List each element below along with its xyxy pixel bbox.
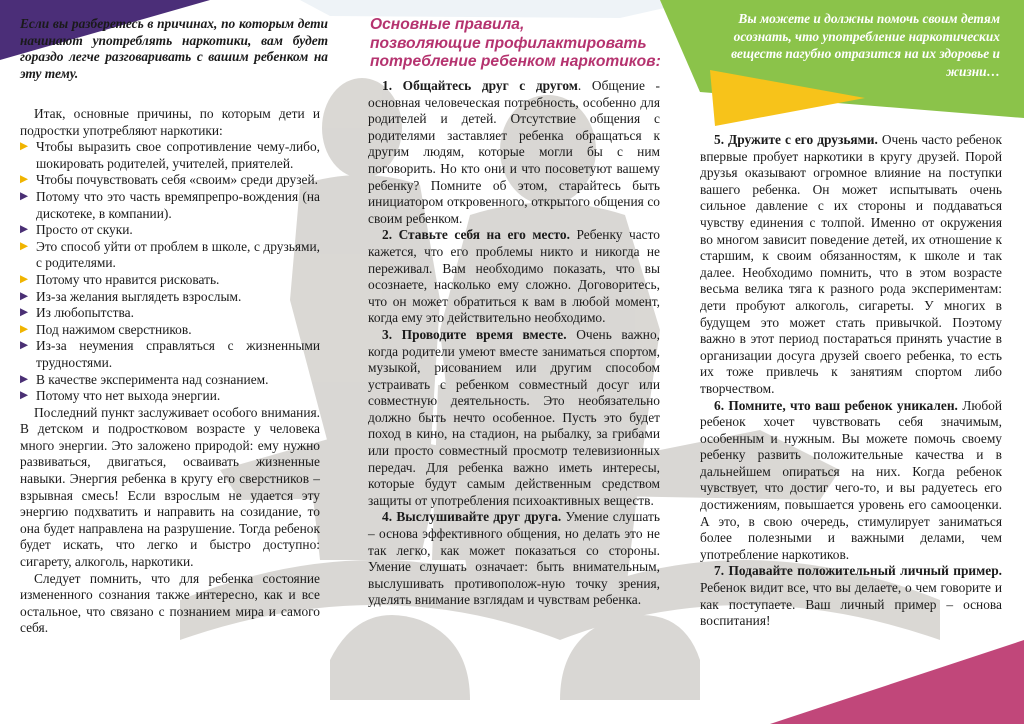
reason-item (20, 322, 320, 339)
reason-text: Из-за неумения справляться с жизненными трудностями. (36, 338, 320, 370)
rule-body: Очень часто ребенок впервые пробует наркотики в кругу друзей. Порой друзья оказывают огромное влияние на поступки вашего ребенка. Он может испытывать очень сильное давление с их стороны и поддаваться чувству единения с толпой. Именно от окружения во многом зависит поведение детей, их отношение к старшим, к своим обязанностям, к школе и так далее. Необходимо помнить, что в этом возрасте весьма велика тяга к разного рода экспериментам: дети пробуют алкоголь, сигареты. У многих в будущем это может стать привычкой. Поэтому важно в этот период постараться принять участие в организации досуга друзей своего ребенка, то есть их тоже привлечь к занятиям спортом либо творчеством. (700, 132, 1002, 396)
middle-column (368, 78, 660, 609)
reason-item (20, 272, 320, 289)
reason-item (20, 289, 320, 306)
purple-triangle-icon: ▶ (20, 373, 29, 385)
rule-heading: 2. Ставьте себя на его место. (382, 227, 570, 243)
left-column (20, 106, 320, 637)
rule-body: Любой ребенок хочет чувствовать себя значимым, особенным и нужным. Вы можете помочь своему ребенку развить положительные качества и в дальнейшем опираться на них. Когда ребенок чувствует, что достиг чего-то, и вы радуетесь его достижениям, повышается уровень его самооценки. А это, в свою очередь, стимулирует заниматься более полезными и важными делами, чем употребление наркотиков. (700, 397, 1002, 562)
rule-6 (700, 398, 1002, 564)
rules-title-line: Основные правила, (370, 16, 525, 33)
reason-text: Потому что нравится рисковать. (36, 271, 220, 287)
reason-item (20, 172, 320, 189)
rule-body: Ребенку часто кажется, что его проблемы никто и никогда не переживал. Вам необходимо показать, что вы осознаете, насколько ему сложно. Договоритесь, что он может обратиться к вам в любой момент, когда ему это действительно необходимо. (368, 227, 660, 326)
rule-4 (368, 509, 660, 609)
rule-1 (368, 78, 660, 227)
rules-title (370, 16, 670, 72)
reason-item (20, 305, 320, 322)
rules-title-line: потребление ребенком наркотиков: (370, 53, 661, 70)
orange-triangle-icon: ▶ (20, 273, 29, 285)
rule-body: . Общение - основная человеческая потребность, особенно для родителей и детей. Отсутствие общения с родителями заставляет ребенка обращаться к другим людям, которые могли бы с ним поговорить. Но кто они и что посоветуют вашему ребенку? Помните об этом, старайтесь быть инициатором откровенного, открытого общения со своим ребенком. (368, 78, 661, 226)
reason-text: Чтобы выразить свое сопротивление чему-либо, шокировать родителей, учителей, приятелей. (36, 139, 320, 171)
rule-heading: 1. Общайтесь друг с другом (382, 78, 578, 93)
rule-5 (700, 132, 1002, 398)
rule-7 (700, 563, 1002, 629)
rule-heading: 3. Проводите время вместе. (382, 326, 567, 342)
reason-text: Из любопытства. (36, 305, 134, 321)
orange-triangle-icon: ▶ (20, 141, 29, 153)
closing-paragraph: Следует помнить, что для ребенка состояние измененного сознания также интересно, как и все остальное, что связано с познанием мира и самого себя. (20, 570, 320, 636)
purple-triangle-icon: ▶ (20, 290, 29, 302)
reason-item (20, 139, 320, 172)
reason-item (20, 338, 320, 371)
right-banner (690, 10, 1000, 80)
energy-paragraph: Последний пункт заслуживает особого внимания. В детском и подростковом возрасте у человека много энергии. Это заложено природой: ему нужно развиваться, двигаться, осваивать жизненные навыки. Энергия ребенка в кругу его сверстников – взрывная смесь! Если взрослым не удается эту энергию подхватить и направить на созидание, то она будет направлена на разрушение. Тогда ребенок будет искать, что легко и быстро доступно: сигарету, алкоголь, наркотики. (20, 404, 320, 570)
reason-item (20, 222, 320, 239)
reason-text: Чтобы почувствовать себя «своим» среди друзей. (36, 172, 318, 188)
rule-2 (368, 227, 660, 327)
reason-text: Из-за желания выглядеть взрослым. (36, 288, 242, 304)
reason-text: Просто от скуки. (36, 222, 133, 238)
reasons-list (20, 139, 320, 405)
reason-item (20, 388, 320, 405)
rule-heading: 5. Дружите с его друзьями. (714, 132, 878, 147)
reasons-lead: Итак, основные причины, по которым дети и подростки употребляют наркотики: (20, 106, 320, 138)
reason-item (20, 239, 320, 272)
reason-text: Это способ уйти от проблем в школе, с друзьями, с родителями. (36, 238, 320, 271)
rule-heading: 7. Подавайте положительный личный пример. (714, 563, 1002, 579)
purple-triangle-icon: ▶ (20, 190, 29, 202)
rule-body: Умение слушать – основа эффективного общения, но делать это не так легко, как может показаться со стороны. Умение слушать означает: быть внимательным, выслушивать противополож-ную точку зрения, уделять внимание взглядам и чувствам ребенка. (368, 509, 660, 608)
reason-text: Под нажимом сверстников. (36, 321, 192, 337)
purple-triangle-icon: ▶ (20, 224, 29, 236)
purple-triangle-icon: ▶ (20, 390, 29, 402)
orange-triangle-icon: ▶ (20, 240, 29, 252)
rule-3 (368, 327, 660, 510)
reason-item (20, 372, 320, 389)
rule-body: Ребенок видит все, что вы делаете, о чем говорите и как поступаете. Ваш личный пример – основа воспитания! (700, 580, 1002, 629)
orange-triangle-icon: ▶ (20, 174, 29, 186)
right-banner-text: Вы можете и должны помочь своим детям осознать, что употребление наркотических веществ пагубно отразится на их здоровье и жизни… (731, 11, 1000, 79)
left-intro (20, 16, 328, 82)
reason-text: Потому что нет выхода энергии. (36, 388, 221, 404)
reason-text: В качестве эксперимента над сознанием. (36, 371, 269, 387)
reason-item (20, 189, 320, 222)
rules-title-line: позволяющие профилактировать (370, 34, 647, 52)
orange-triangle-icon: ▶ (20, 323, 29, 335)
right-column (700, 132, 1002, 630)
purple-triangle-icon: ▶ (20, 340, 29, 352)
pink-corner-shape (770, 640, 1024, 724)
rule-body: Очень важно, когда родители умеют вместе заниматься спортом, музыкой, рисованием или другим способом устраивать с ребенком совместный досуг или совместную деятельность. Это необязательно должно быть нечто особенное. Пусть это будет поход в кино, на стадион, на рыбалку, за грибами или просто совместный просмотр телевизионных передач. Для ребенка важно иметь интересы, которые будут самым действенным средством защиты от употребления психоактивных веществ. (368, 326, 660, 508)
left-intro-text: Если вы разберетесь в причинах, по которым дети начинают употреблять наркотики, вам будет гораздо легче разговаривать с вашим ребенком на эту тему. (20, 16, 328, 81)
rule-heading: 4. Выслушивайте друг друга. (382, 509, 562, 525)
reason-text: Потому что это часть времяпрепро-вождения (на дискотеке, в компании). (36, 188, 320, 221)
purple-triangle-icon: ▶ (20, 307, 29, 319)
rule-heading: 6. Помните, что ваш ребенок уникален. (714, 397, 958, 413)
